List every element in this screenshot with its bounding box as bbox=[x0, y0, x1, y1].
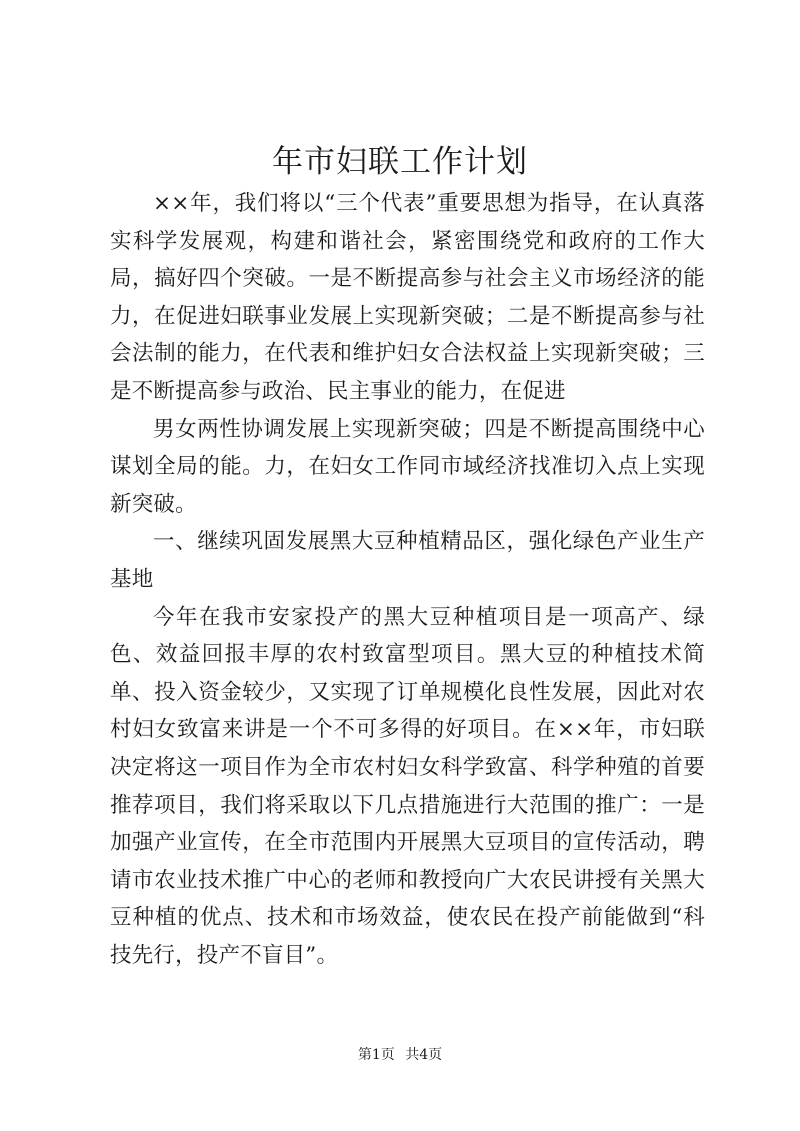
page-footer bbox=[0, 1045, 800, 1065]
page-number: 第1页 bbox=[357, 1047, 395, 1063]
paragraph-intro-continued: 男女两性协调发展上实现新突破；四是不断提高围绕中心谋划全局的能。力，在妇女工作同市域经济找准切入点上实现新突破。 bbox=[110, 416, 705, 517]
page-total: 共4页 bbox=[405, 1047, 443, 1063]
section-heading-1: 一、继续巩固发展黑大豆种植精品区，强化绿色产业生产基地 bbox=[110, 529, 705, 592]
paragraph-intro: ××年，我们将以“三个代表”重要思想为指导，在认真落实科学发展观，构建和谐社会，紧密围绕党和政府的工作大局，搞好四个突破。一是不断提高参与社会主义市场经济的能力，在促进妇联事业发展上实现新突破；二是不断提高参与社会法制的能力，在代表和维护妇女合法权益上实现新突破；三是不断提高参与政治、民主事业的能力，在促进 bbox=[110, 191, 705, 404]
document-body bbox=[110, 185, 705, 974]
paragraph-section-1: 今年在我市安家投产的黑大豆种植项目是一项高产、绿色、效益回报丰厚的农村致富型项目。黑大豆的种植技术简单、投入资金较少，又实现了订单规模化良性发展，因此对农村妇女致富来讲是一个不可多得的好项目。在××年，市妇联决定将这一项目作为全市农村妇女科学致富、科学种殖的首要推荐项目，我们将采取以下几点措施进行大范围的推广：一是加强产业宣传，在全市范围内开展黑大豆项目的宣传活动，聘请市农业技术推广中心的老师和教授向广大农民讲授有关黑大豆种植的优点、技术和市场效益，使农民在投产前能做到“科技先行，投产不盲目”。 bbox=[110, 604, 705, 968]
document-title: 年市妇联工作计划 bbox=[272, 144, 528, 180]
